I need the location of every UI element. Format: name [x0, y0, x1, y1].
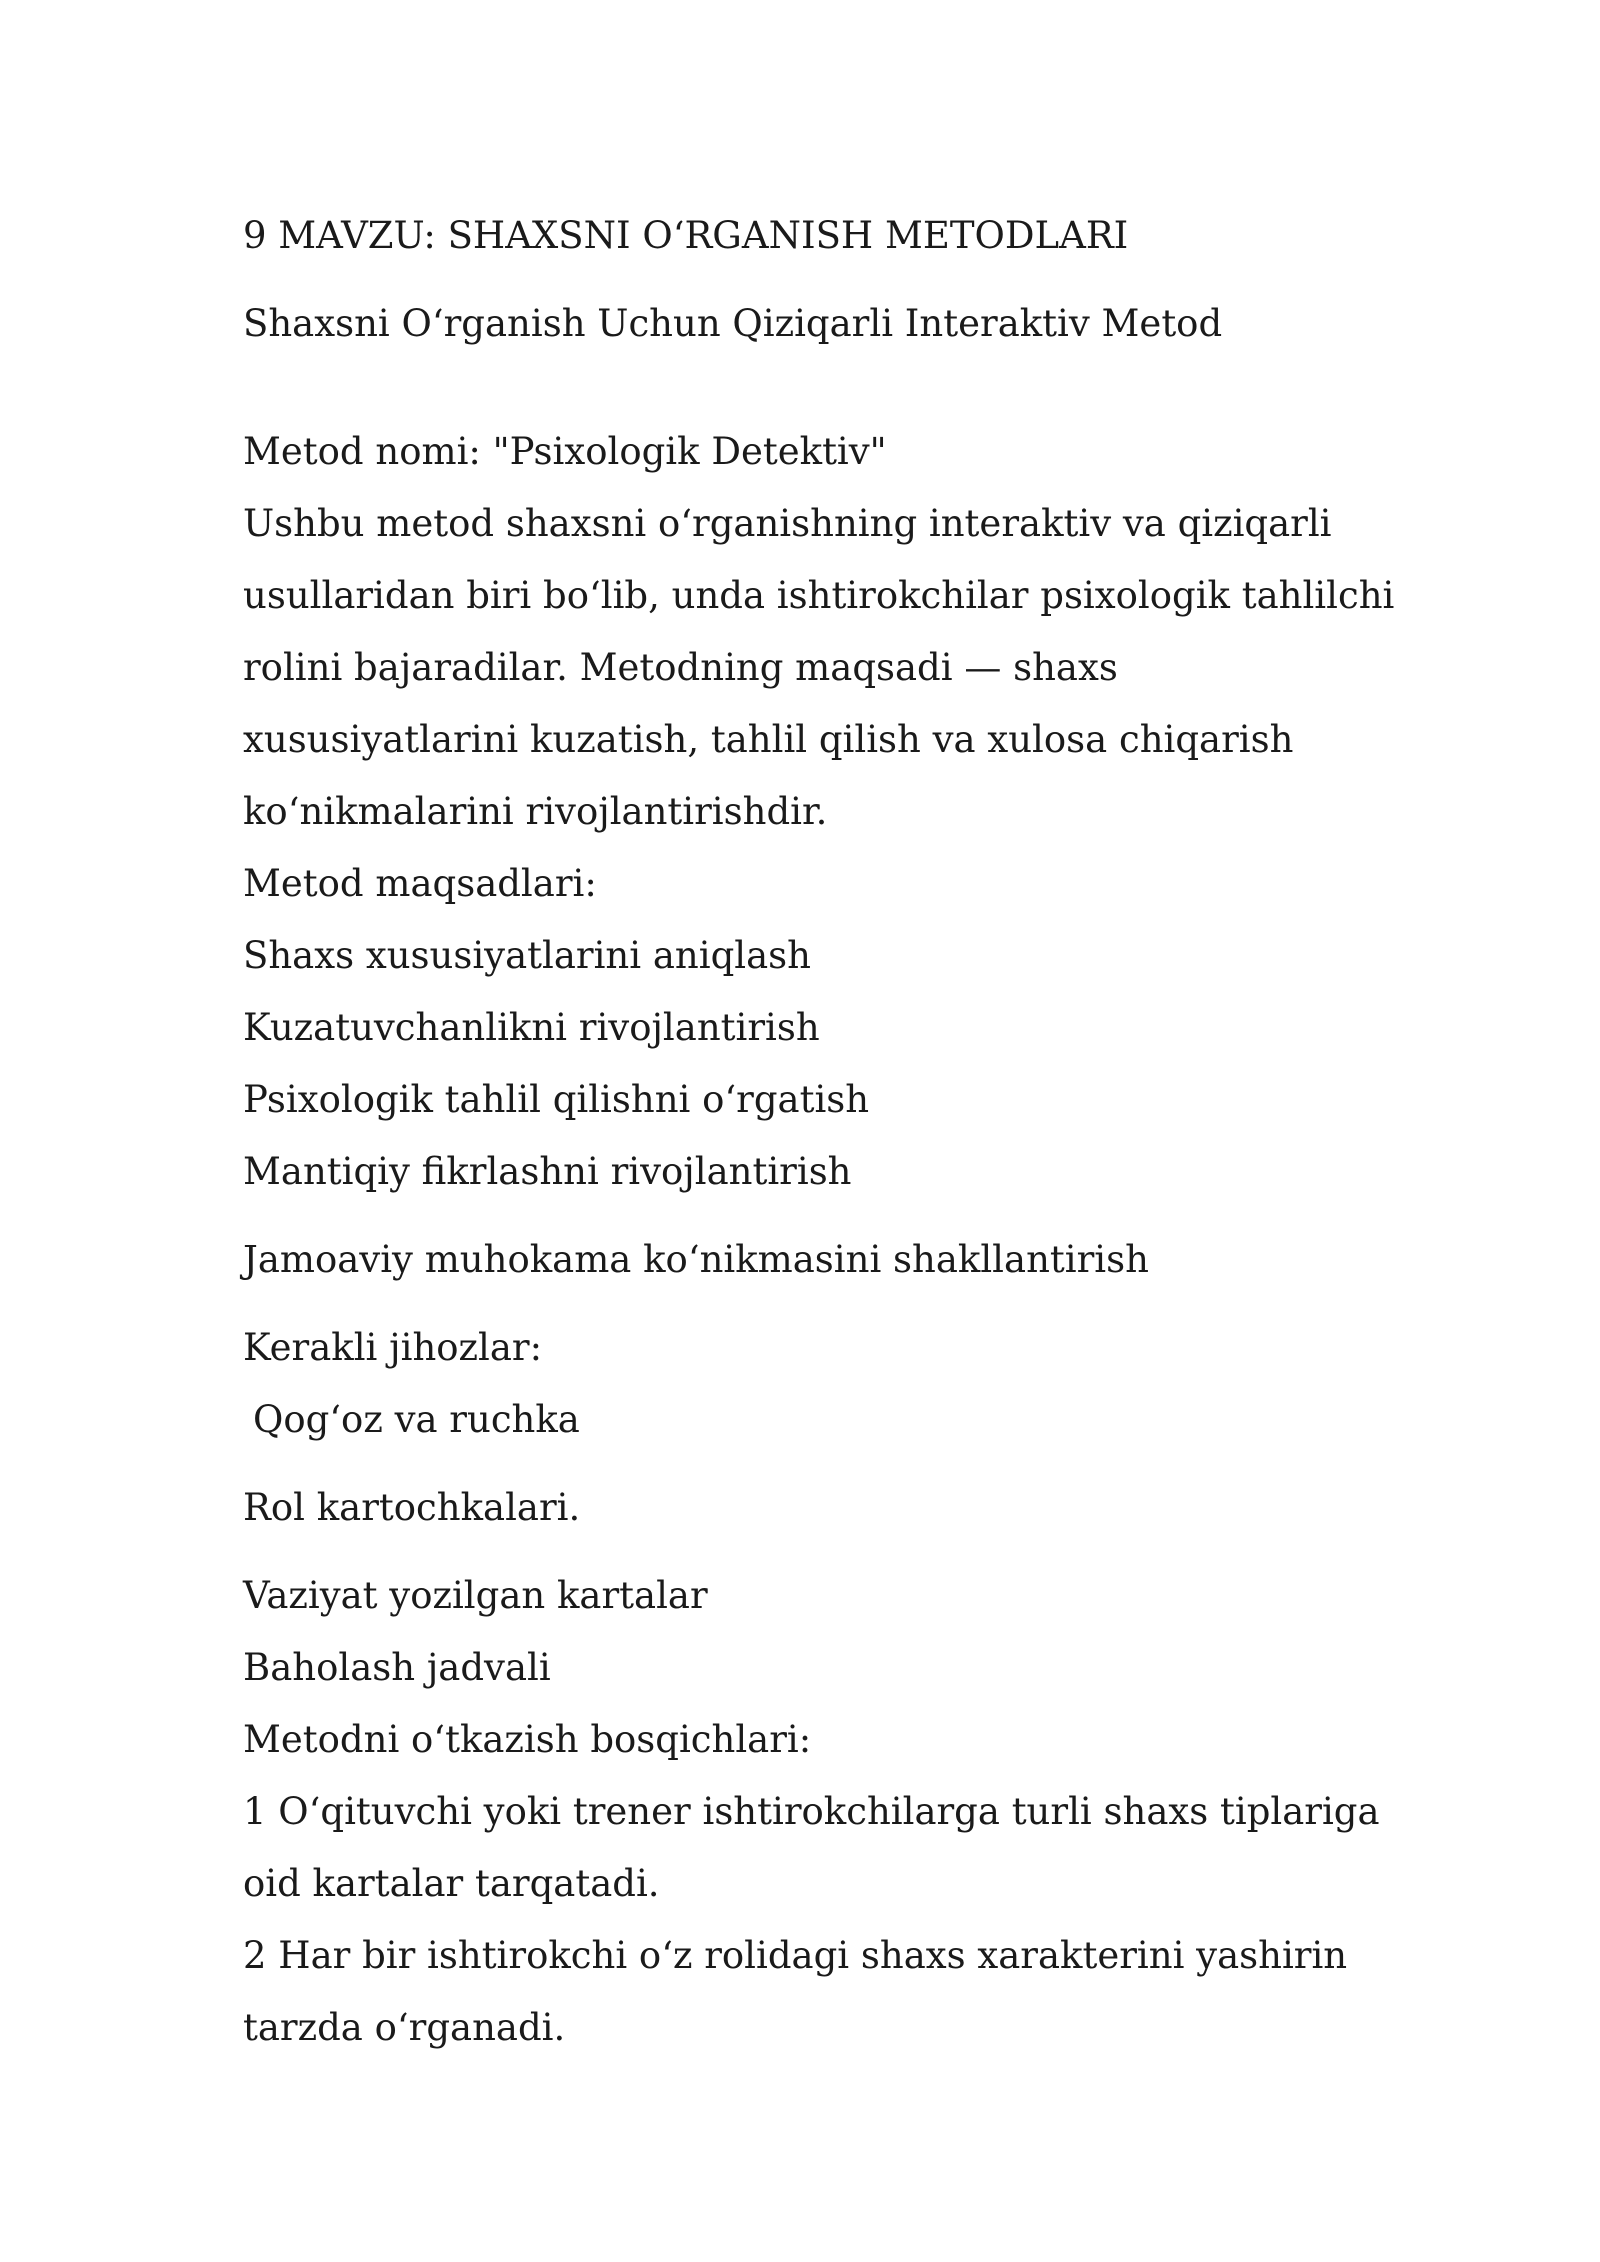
- equipment-item: Rol kartochkalari.: [243, 1486, 581, 1529]
- goal-item: Kuzatuvchanlikni rivojlantirish: [243, 1006, 820, 1049]
- step-line: oid kartalar tarqatadi.: [243, 1862, 660, 1905]
- goal-item: Mantiqiy fikrlashni rivojlantirish: [243, 1150, 852, 1193]
- goal-item: Shaxs xususiyatlarini aniqlash: [243, 934, 811, 977]
- method-name: Metod nomi: "Psixologik Detektiv": [243, 430, 887, 473]
- step-line: 1 O‘qituvchi yoki trener ishtirokchilarga turli shaxs tiplariga: [243, 1790, 1380, 1833]
- step-line: 2 Har bir ishtirokchi o‘z rolidagi shaxs xarakterini yashirin: [243, 1934, 1348, 1977]
- equipment-item: Vaziyat yozilgan kartalar: [243, 1574, 708, 1617]
- document-subheading: Shaxsni O‘rganish Uchun Qiziqarli Interaktiv Metod: [243, 302, 1223, 345]
- step-line: tarzda o‘rganadi.: [243, 2006, 566, 2049]
- goal-item: Psixologik tahlil qilishni o‘rgatish: [243, 1078, 870, 1121]
- goal-item: Jamoaviy muhokama ko‘nikmasini shakllantirish: [243, 1238, 1149, 1281]
- intro-line: usullaridan biri bo‘lib, unda ishtirokchilar psixologik tahlilchi: [243, 574, 1395, 617]
- equipment-title: Kerakli jihozlar:: [243, 1326, 543, 1369]
- goals-title: Metod maqsadlari:: [243, 862, 597, 905]
- intro-line: Ushbu metod shaxsni o‘rganishning interaktiv va qiziqarli: [243, 502, 1332, 545]
- steps-title: Metodni o‘tkazish bosqichlari:: [243, 1718, 812, 1761]
- equipment-item: Qog‘oz va ruchka: [253, 1398, 580, 1441]
- intro-line: ko‘nikmalarini rivojlantirishdir.: [243, 790, 828, 833]
- intro-line: xususiyatlarini kuzatish, tahlil qilish va xulosa chiqarish: [243, 718, 1294, 761]
- document-heading: 9 MAVZU: SHAXSNI O‘RGANISH METODLARI: [243, 214, 1129, 257]
- intro-line: rolini bajaradilar. Metodning maqsadi — shaxs: [243, 646, 1118, 689]
- equipment-item: Baholash jadvali: [243, 1646, 551, 1689]
